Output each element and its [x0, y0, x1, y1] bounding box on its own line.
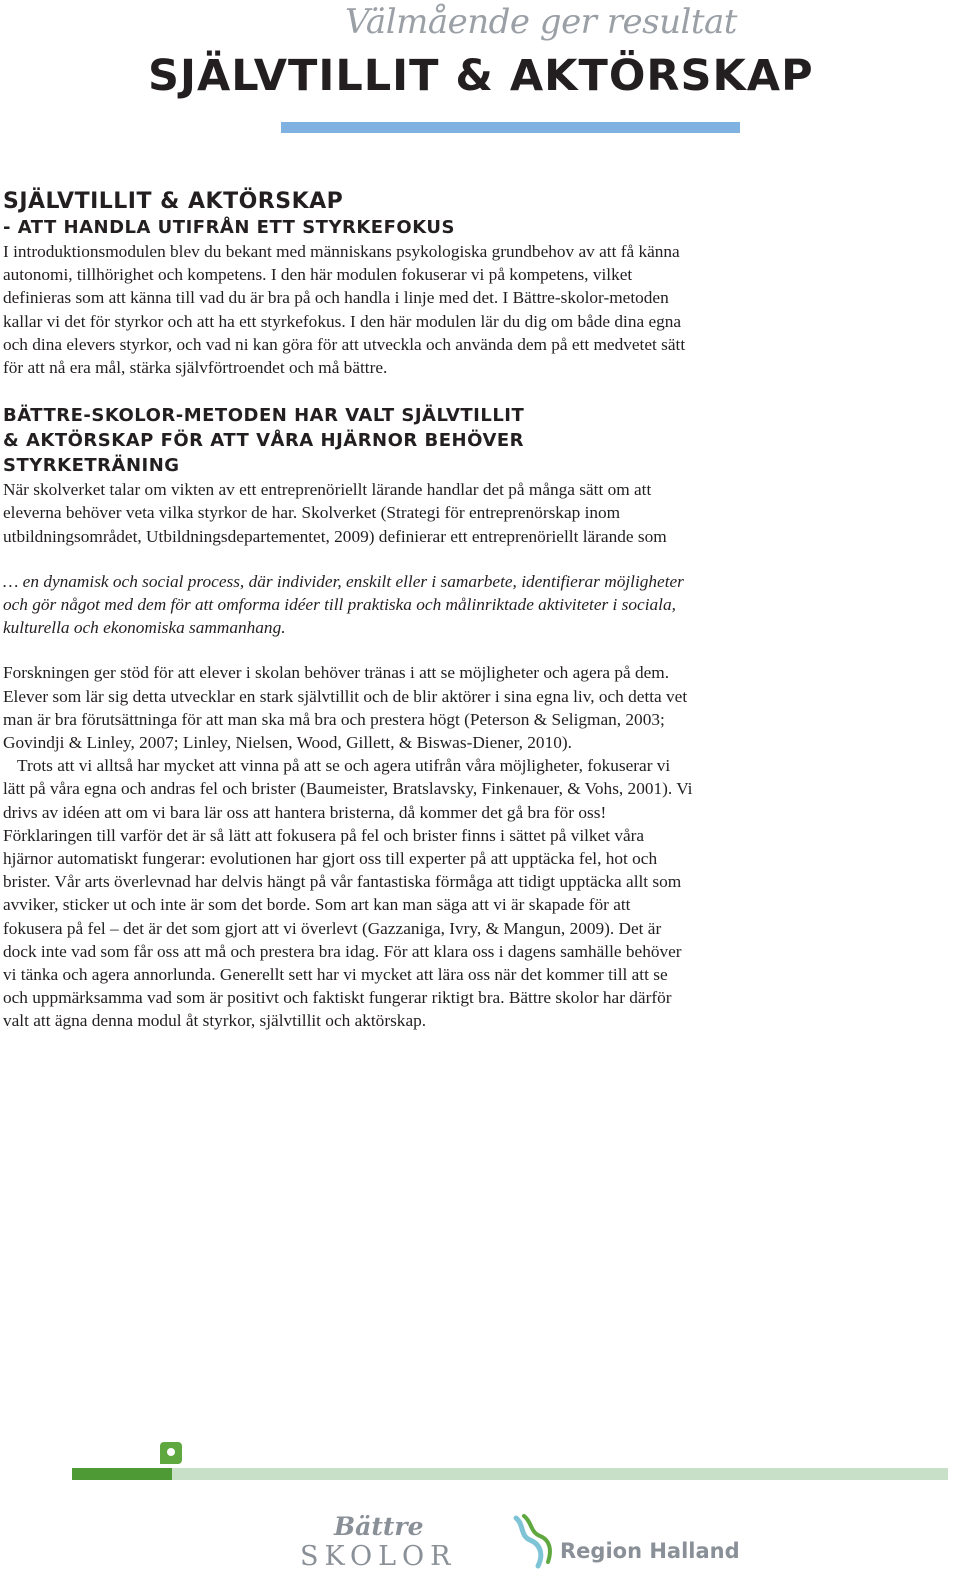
definition-quote: … en dynamisk och social process, där individer, enskilt eller i samarbete, identifierar möjligheter och gör något med dem för att omforma idéer till praktiska och målinriktade aktiviteter i sociala, kulturella och ekonomiska sammanhang. [3, 571, 684, 638]
logo-caps-text: SKOLOR [300, 1541, 457, 1572]
section-subheading: - ATT HANDLA UTIFRÅN ETT STYRKEFOKUS [3, 217, 455, 238]
page-title: SJÄLVTILLIT & AKTÖRSKAP [148, 51, 814, 101]
method-heading-line3: STYRKETRÄNING [3, 455, 180, 477]
method-heading-line1: BÄTTRE-SKOLOR-METODEN HAR VALT SJÄLVTILLIT [3, 405, 525, 427]
footer-progress-light [172, 1468, 948, 1480]
speech-bubble-icon [160, 1442, 182, 1464]
footer-progress-dark [72, 1468, 172, 1480]
research-paragraph: Forskningen ger stöd för att elever i skolan behöver tränas i att se möjligheter och agera på dem. Elever som lär sig detta utvecklar en stark självtillit och de blir aktörer i sina egna liv, och detta vet man är bra förutsättninga för att man ska må bra och prestera högt (Peterson & Seligman, 2003; Govindji & Linley, 2007; Linley, Nielsen, Wood, Gillett, & Biswas-Diener, 2010). [3, 663, 688, 753]
intro-paragraph: I introduktionsmodulen blev du bekant med människans psykologiska grundbehov av att få känna autonomi, tillhörighet och kompetens. I den här modulen fokuserar vi på kompetens, vilket definieras som att känna till vad du är bra på och handla i linje med det. I Bättre-skolor-metoden kallar vi det för styrkor och att ha ett styrkefokus. I den här modulen lär du dig om både dina egna och dina elevers styrkor, och vad ni kan göra för att utveckla och använda dem på ett medvetet sätt för att nå era mål, stärka självförtroendet och må bättre. [3, 242, 686, 378]
region-halland-emblem-icon [510, 1514, 558, 1570]
method-heading [3, 403, 693, 478]
evolution-paragraph: Trots att vi alltså har mycket att vinna på att se och agera utifrån våra möjligheter, fokuserar vi lätt på våra egna och andras fel och brister (Baumeister, Bratslavsky, Finkenauer, & Vohs, 2001). Vi drivs av idéen att om vi bara lär oss att hantera bristerna, då kommer det gå bra för oss! Förklaringen till varför det är så lätt att fokusera på fel och brister finns i sättet på vilket våra hjärnor automatiskt fungerar: evolutionen har gjort oss till experter på att upptäcka fel, hot och brister. Vår arts överlevnad har delvis hängt på vår fantastiska förmåga att tidigt upptäcka allt som avviker, sticker ut och inte är som det borde. Som art kan man säga att vi är skapade för att fokusera på fel – det är det som gjort att vi överlevt (Gazzaniga, Ivry, & Mangun, 2009). Det är dock inte vad som får oss att må och prestera bra idag. För att klara oss i dagens samhälle behöver vi tänka och agera annorlunda. Generellt sett har vi mycket att lära oss när det kommer till att se och uppmärksamma vad som är positivt och faktiskt fungerar riktigt bra. Bättre skolor har därför valt att ägna denna modul åt styrkor, självtillit och aktörskap. [3, 756, 693, 1031]
battre-skolor-logo [300, 1512, 457, 1574]
method-heading-line2: & AKTÖRSKAP FÖR ATT VÅRA HJÄRNOR BEHÖVER [3, 430, 525, 452]
region-halland-logo [510, 1514, 740, 1570]
title-underline [281, 122, 740, 133]
tagline: Välmående ger resultat [345, 2, 737, 42]
method-intro-paragraph: När skolverket talar om vikten av ett entreprenöriellt lärande handlar det på många sätt om att eleverna behöver veta vilka styrkor de har. Skolverket (Strategi för entreprenörskap inom utbildningsområdet, Utbildningsdepartementet, 2009) definierar ett entreprenöriellt lärande som [3, 480, 667, 546]
section-heading: SJÄLVTILLIT & AKTÖRSKAP [3, 189, 344, 214]
region-halland-name: Region Halland [560, 1539, 740, 1563]
logo-script-text: Bättre [334, 1512, 424, 1541]
article-content [3, 188, 693, 1033]
